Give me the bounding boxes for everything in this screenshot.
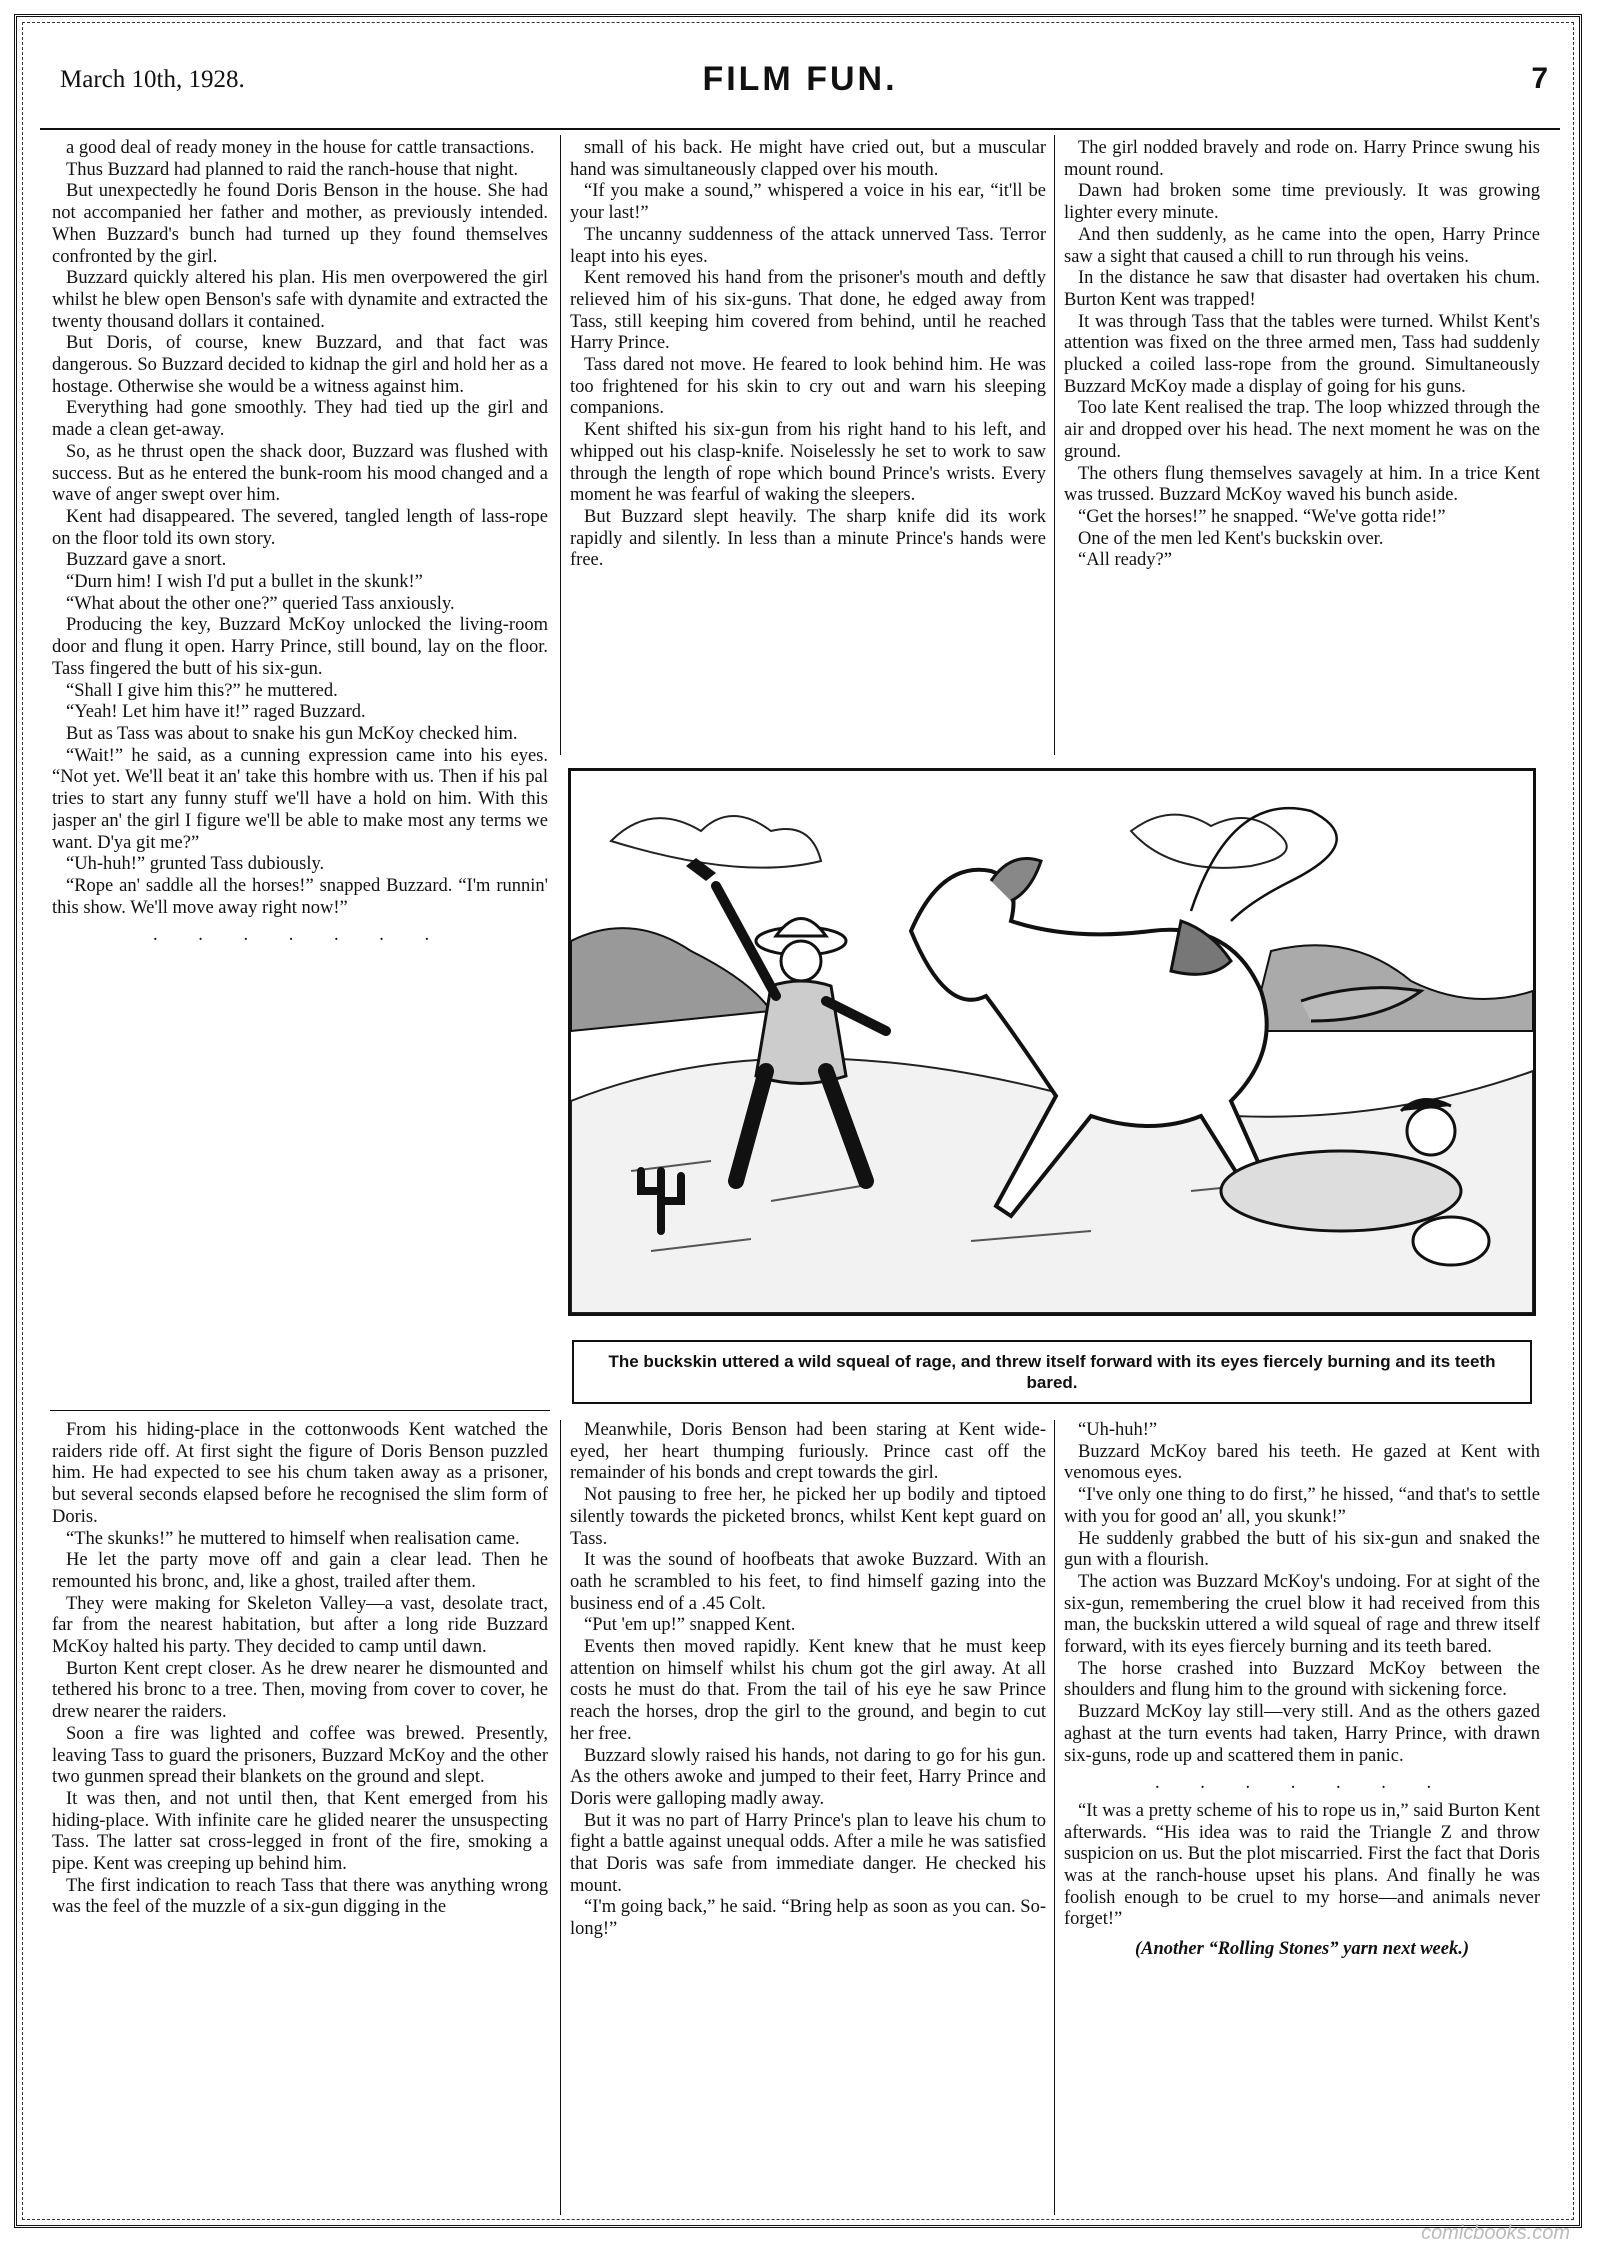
paragraph: The girl nodded bravely and rode on. Harry Prince swung his mount round. — [1064, 138, 1540, 180]
paragraph: “I've only one thing to do first,” he hissed, “and that's to settle with you for good an' all, you skunk!” — [1064, 1485, 1540, 1527]
paragraph: “I'm going back,” he said. “Bring help as soon as you can. So-long!” — [570, 1897, 1046, 1940]
paragraph: From his hiding-place in the cottonwoods Kent watched the raiders ride off. At first sight the figure of Doris Benson puzzled him. He had expected to see his chum taken away as a prisoner, but several seconds elapsed before he recognised the slim form of Doris. — [52, 1420, 548, 1527]
paragraph: So, as he thrust open the shack door, Buzzard was flushed with success. But as he entered the bunk-room his mood changed and a wave of anger swept over him. — [52, 441, 548, 506]
column-3-bottom — [1064, 1420, 1540, 2220]
paragraph: But Doris, of course, knew Buzzard, and that fact was dangerous. So Buzzard decided to kidnap the girl and hold her as a hostage. Otherwise she would be a witness against him. — [52, 333, 548, 397]
paragraph: But it was no part of Harry Prince's plan to leave his chum to fight a battle against unequal odds. After a mile he was satisfied that Doris was safe from immediate danger. He checked his mount. — [570, 1810, 1046, 1896]
paragraph: Burton Kent crept closer. As he drew nearer he dismounted and tethered his bronc to a tree. Then, moving from cover to cover, he drew nearer the raiders. — [52, 1658, 548, 1723]
next-week-signoff: (Another “Rolling Stones” yarn next week.) — [1134, 1939, 1470, 1960]
paragraph: Producing the key, Buzzard McKoy unlocked the living-room door and flung it open. Harry Prince, still bound, lay on the floor. Tass fingered the butt of his six-gun. — [52, 615, 548, 679]
paragraph: Dawn had broken some time previously. It was growing lighter every minute. — [1064, 181, 1540, 224]
header-rule — [40, 128, 1560, 130]
paragraph: “Put 'em up!” snapped Kent. — [584, 1615, 796, 1636]
paragraph: “Yeah! Let him have it!” raged Buzzard. — [66, 702, 366, 723]
paragraph: The others flung themselves savagely at him. In a trice Kent was trussed. Buzzard McKoy waved his bunch aside. — [1064, 463, 1540, 506]
illustration-caption: The buckskin uttered a wild squeal of rage, and threw itself forward with its eyes fiercely burning and its teeth bared. — [572, 1340, 1532, 1404]
paragraph: Buzzard McKoy bared his teeth. He gazed at Kent with venomous eyes. — [1064, 1441, 1540, 1484]
paragraph: Thus Buzzard had planned to raid the ranch-house that night. — [66, 159, 519, 180]
cowboy-horse-lasso-illustration — [568, 768, 1536, 1316]
paragraph: “It was a pretty scheme of his to rope us in,” said Burton Kent afterwards. “His idea was to raid the Triangle Z and throw suspicion on us. But the plot miscarried. First the fact that Doris was at the ranch-house upset his plans. And finally he was foolish enough to be cruel to my horse—and animals never forget!” — [1064, 1800, 1540, 1930]
col1-divider — [50, 1410, 550, 1411]
column-2-bottom — [570, 1420, 1046, 2220]
paragraph: “What about the other one?” queried Tass anxiously. — [66, 593, 455, 614]
paragraph: One of the men led Kent's buckskin over. — [1078, 528, 1384, 549]
paragraph: And then suddenly, as he came into the open, Harry Prince saw a sight that caused a chill to run through his veins. — [1064, 224, 1540, 267]
column-divider-1-bottom — [560, 1420, 561, 2215]
paragraph: The first indication to reach Tass that there was anything wrong was the feel of the muzzle of a six-gun digging in the — [52, 1875, 548, 1918]
column-1-bottom — [52, 1420, 548, 2220]
paragraph: Everything had gone smoothly. They had tied up the girl and made a clean get-away. — [52, 398, 548, 441]
section-break: . . . . . . . — [152, 925, 448, 946]
page-number: 7 — [1531, 62, 1548, 95]
paragraph: Buzzard McKoy lay still—very still. And as the others gazed aghast at the turn events had taken, Harry Prince, with drawn six-guns, rode up and scattered them in panic. — [1064, 1702, 1540, 1766]
paragraph: Soon a fire was lighted and coffee was brewed. Presently, leaving Tass to guard the prisoners, Buzzard McKoy and the other two gunmen spread their blankets on the ground and slept. — [52, 1723, 548, 1788]
paragraph: “Shall I give him this?” he muttered. — [66, 680, 338, 701]
column-divider-2-top — [1054, 135, 1055, 755]
paragraph: It was the sound of hoofbeats that awoke Buzzard. With an oath he scrambled to his feet, to find himself gazing into the business end of a .45 Colt. — [570, 1550, 1046, 1614]
paragraph: The uncanny suddenness of the attack unnerved Tass. Terror leapt into his eyes. — [570, 224, 1046, 267]
magazine-title: FILM FUN. — [702, 60, 898, 98]
column-2-top — [570, 138, 1046, 758]
paragraph: “Uh-huh!” grunted Tass dubiously. — [66, 854, 325, 875]
section-break: . . . . . . . — [1154, 1773, 1450, 1794]
paragraph: “Durn him! I wish I'd put a bullet in the skunk!” — [66, 572, 423, 593]
paragraph: He suddenly grabbed the butt of his six-gun and snaked the gun with a flourish. — [1064, 1528, 1540, 1571]
paragraph: “Rope an' saddle all the horses!” snapped Buzzard. “I'm runnin' this show. We'll move away right now!” — [52, 875, 548, 918]
paragraph: But Buzzard slept heavily. The sharp knife did its work rapidly and silently. In less than a minute Prince's hands were free. — [570, 506, 1046, 571]
paragraph: Too late Kent realised the trap. The loop whizzed through the air and dropped over his head. The next moment he was on the ground. — [1064, 398, 1540, 462]
paragraph: Buzzard slowly raised his hands, not daring to go for his gun. As the others awoke and jumped to their feet, Harry Prince and Doris were galloping madly away. — [570, 1745, 1046, 1809]
column-divider-1-top — [560, 135, 561, 755]
paragraph: “Get the horses!” he snapped. “We've gotta ride!” — [1078, 506, 1446, 527]
paragraph: He let the party move off and gain a clear lead. Then he remounted his bronc, and, like a ghost, trailed after them. — [52, 1550, 548, 1592]
paragraph: a good deal of ready money in the house for cattle transactions. — [66, 138, 535, 158]
paragraph: It was through Tass that the tables were turned. Whilst Kent's attention was fixed on the three armed men, Tass had suddenly plucked a coiled lass-rope from the ground. Simultaneously Buzzard McKoy made a display of going for his guns. — [1064, 311, 1540, 397]
paragraph: Kent shifted his six-gun from his right hand to his left, and whipped out his clasp-knife. Noiselessly he set to work to saw through the length of rope which bound Prince's wrists. Every moment he was fearful of waking the sleepers. — [570, 420, 1046, 506]
paragraph: Kent removed his hand from the prisoner's mouth and deftly relieved him of his six-guns. That done, he edged away from Tass, still keeping him covered from behind, until he reached Harry Prince. — [570, 268, 1046, 354]
paragraph: Tass dared not move. He feared to look behind him. He was too frightened for his skin to cry out and warn his sleeping companions. — [570, 355, 1046, 419]
paragraph: It was then, and not until then, that Kent emerged from his hiding-place. With infinite care he glided nearer the unsuspecting Tass. The latter sat cross-legged in front of the fire, smoking a pipe. Kent was creeping up behind him. — [52, 1788, 548, 1875]
paragraph: Not pausing to free her, he picked her up bodily and tiptoed silently towards the picketed broncs, whilst Kent kept guard on Tass. — [570, 1485, 1046, 1549]
paragraph: In the distance he saw that disaster had overtaken his chum. Burton Kent was trapped! — [1064, 268, 1540, 310]
paragraph: Kent had disappeared. The severed, tangled length of lass-rope on the floor told its own story. — [52, 506, 548, 549]
paragraph: small of his back. He might have cried out, but a muscular hand was simultaneously clapped over his mouth. — [570, 138, 1046, 180]
watermark: comicbooks.com — [1421, 2222, 1570, 2244]
illustration-drawing — [571, 771, 1533, 1313]
paragraph: Meanwhile, Doris Benson had been staring at Kent wide-eyed, her heart thumping furiously. Prince cast off the remainder of his bonds and crept towards the girl. — [570, 1420, 1046, 1484]
paragraph: The action was Buzzard McKoy's undoing. For at sight of the six-gun, remembering the cruel blow it had received from this man, the buckskin uttered a wild squeal of rage and threw itself forward, with its eyes fiercely burning and its teeth bared. — [1064, 1571, 1540, 1658]
paragraph: “Wait!” he said, as a cunning expression came into his eyes. “Not yet. We'll beat it an' take this hombre with us. Then if his pal tries to start any funny stuff we'll have a hold on him. With this jasper an' the girl I figure we'll be able to make most any terms we want. D'ya git me?” — [52, 745, 548, 853]
paragraph: Events then moved rapidly. Kent knew that he must keep attention on himself whilst his chum got the girl away. At all costs he must do that. From the tail of his eye he saw Prince reach the horses, drop the girl to the ground, and begin to cut her free. — [570, 1637, 1046, 1744]
column-1-top — [52, 138, 548, 1400]
column-3-top — [1064, 138, 1540, 758]
paragraph: “Uh-huh!” — [1078, 1420, 1158, 1440]
paragraph: But as Tass was about to snake his gun McKoy checked him. — [66, 723, 518, 744]
paragraph: Buzzard quickly altered his plan. His men overpowered the girl whilst he blew open Benson's safe with dynamite and extracted the twenty thousand dollars it contained. — [52, 268, 548, 332]
paragraph: “All ready?” — [1078, 550, 1172, 571]
paragraph: Buzzard gave a snort. — [66, 550, 227, 571]
paragraph: “The skunks!” he muttered to himself when realisation came. — [66, 1528, 520, 1549]
paragraph: They were making for Skeleton Valley—a vast, desolate tract, far from the nearest habitation, but after a long ride Buzzard McKoy halted his party. They decided to camp until dawn. — [52, 1593, 548, 1658]
issue-date: March 10th, 1928. — [60, 66, 245, 93]
paragraph: The horse crashed into Buzzard McKoy between the shoulders and flung him to the ground with sickening force. — [1064, 1658, 1540, 1701]
column-divider-2-bottom — [1054, 1420, 1055, 2215]
page-header — [40, 60, 1560, 110]
paragraph: But unexpectedly he found Doris Benson in the house. She had not accompanied her father and mother, as previously intended. When Buzzard's bunch had turned up they found themselves confronted by the girl. — [52, 181, 548, 267]
paragraph: “If you make a sound,” whispered a voice in his ear, “it'll be your last!” — [570, 181, 1046, 224]
